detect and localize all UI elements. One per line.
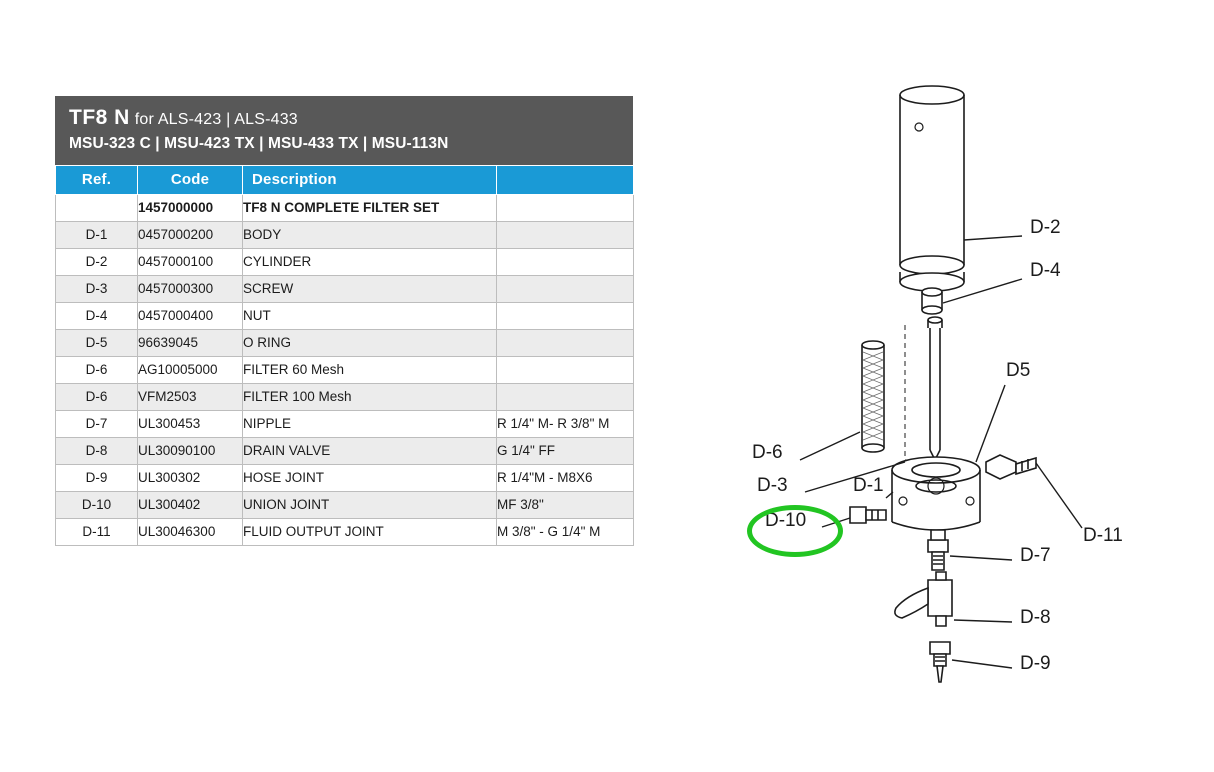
cell-code: 0457000100 <box>138 249 243 276</box>
diagram-label-d8: D-8 <box>1020 607 1051 628</box>
cell-description: O RING <box>243 330 497 357</box>
column-header-description: Description <box>243 166 497 195</box>
column-header-ref: Ref. <box>56 166 138 195</box>
cell-description: CYLINDER <box>243 249 497 276</box>
header-line-2: MSU-323 C | MSU-423 TX | MSU-433 TX | MSU-113N <box>69 135 449 153</box>
diagram-label-d6: D-6 <box>752 442 783 463</box>
table-row <box>56 384 634 411</box>
header-line-1 <box>69 104 633 132</box>
cell-ref: D-4 <box>56 303 138 330</box>
diagram-label-d11: D-11 <box>1083 525 1123 546</box>
cell-code: VFM2503 <box>138 384 243 411</box>
cell-spec <box>497 384 634 411</box>
cell-code: 0457000300 <box>138 276 243 303</box>
part-drain-valve-d8 <box>895 572 952 626</box>
table-header-banner <box>55 96 633 165</box>
cell-description: BODY <box>243 222 497 249</box>
table-row <box>56 330 634 357</box>
diagram-label-d3: D-3 <box>757 475 788 496</box>
diagram-label-d1: D-1 <box>853 475 884 496</box>
highlight-annotation-d10 <box>747 505 843 557</box>
cell-ref: D-6 <box>56 357 138 384</box>
header-model-name: TF8 N <box>69 106 130 129</box>
cell-ref <box>56 195 138 222</box>
cell-spec <box>497 303 634 330</box>
part-union-joint-d10 <box>850 507 886 523</box>
table-head-row <box>56 166 634 195</box>
cell-ref: D-5 <box>56 330 138 357</box>
cell-code: 0457000400 <box>138 303 243 330</box>
cell-description: NUT <box>243 303 497 330</box>
cell-spec: G 1/4" FF <box>497 438 634 465</box>
table-row <box>56 195 634 222</box>
table-row <box>56 222 634 249</box>
cell-ref: D-10 <box>56 492 138 519</box>
cell-spec <box>497 357 634 384</box>
cell-description: NIPPLE <box>243 411 497 438</box>
cell-ref: D-9 <box>56 465 138 492</box>
cell-spec: R 1/4" M- R 3/8" M <box>497 411 634 438</box>
table-row <box>56 357 634 384</box>
cell-spec <box>497 195 634 222</box>
cell-spec: R 1/4"M - M8X6 <box>497 465 634 492</box>
part-filter-d6 <box>862 341 884 452</box>
cell-description: FILTER 100 Mesh <box>243 384 497 411</box>
cell-description: SCREW <box>243 276 497 303</box>
cell-description: TF8 N COMPLETE FILTER SET <box>243 195 497 222</box>
part-fluid-output-joint-d11 <box>986 455 1036 479</box>
table-row <box>56 249 634 276</box>
diagram-label-d2: D-2 <box>1030 217 1061 238</box>
table-row <box>56 438 634 465</box>
cell-ref: D-8 <box>56 438 138 465</box>
diagram-label-d7: D-7 <box>1020 545 1051 566</box>
table-row <box>56 465 634 492</box>
cell-spec <box>497 222 634 249</box>
cell-ref: D-1 <box>56 222 138 249</box>
cell-ref: D-2 <box>56 249 138 276</box>
diagram-label-d10: D-10 <box>765 510 807 531</box>
cell-code: UL300453 <box>138 411 243 438</box>
cell-description: DRAIN VALVE <box>243 438 497 465</box>
cell-code: UL300402 <box>138 492 243 519</box>
part-hose-joint-d9 <box>930 642 950 682</box>
parts-table-body <box>56 195 634 546</box>
table-row <box>56 303 634 330</box>
table-row <box>56 492 634 519</box>
cell-code: AG10005000 <box>138 357 243 384</box>
part-nut-d4 <box>922 288 942 314</box>
cell-spec: M 3/8" - G 1/4" M <box>497 519 634 546</box>
column-header-spec <box>497 166 634 195</box>
table-row <box>56 276 634 303</box>
cell-spec: MF 3/8" <box>497 492 634 519</box>
part-oring-d5 <box>892 457 980 483</box>
parts-list-table <box>55 165 634 546</box>
cell-code: 0457000200 <box>138 222 243 249</box>
cell-spec <box>497 249 634 276</box>
column-header-code: Code <box>138 166 243 195</box>
cell-code: UL30090100 <box>138 438 243 465</box>
part-nipple-d7 <box>928 530 948 570</box>
parts-table <box>55 96 633 546</box>
cell-spec <box>497 276 634 303</box>
cell-description: UNION JOINT <box>243 492 497 519</box>
part-screw-d3 <box>928 317 942 460</box>
diagram-label-d9: D-9 <box>1020 653 1051 674</box>
cell-code: 96639045 <box>138 330 243 357</box>
cell-description: HOSE JOINT <box>243 465 497 492</box>
cell-code: UL30046300 <box>138 519 243 546</box>
diagram-drawing <box>700 60 1200 740</box>
header-compatibility: for ALS-423 | ALS-433 <box>134 111 298 128</box>
cell-ref: D-6 <box>56 384 138 411</box>
cell-ref: D-3 <box>56 276 138 303</box>
cell-spec <box>497 330 634 357</box>
diagram-label-d4: D-4 <box>1030 260 1061 281</box>
exploded-parts-diagram <box>700 60 1200 740</box>
cell-description: FLUID OUTPUT JOINT <box>243 519 497 546</box>
table-row <box>56 411 634 438</box>
cell-ref: D-11 <box>56 519 138 546</box>
table-row <box>56 519 634 546</box>
cell-description: FILTER 60 Mesh <box>243 357 497 384</box>
cell-code: 1457000000 <box>138 195 243 222</box>
diagram-label-d5: D5 <box>1006 360 1031 381</box>
cell-ref: D-7 <box>56 411 138 438</box>
cell-code: UL300302 <box>138 465 243 492</box>
part-cylinder-d2 <box>900 86 964 291</box>
